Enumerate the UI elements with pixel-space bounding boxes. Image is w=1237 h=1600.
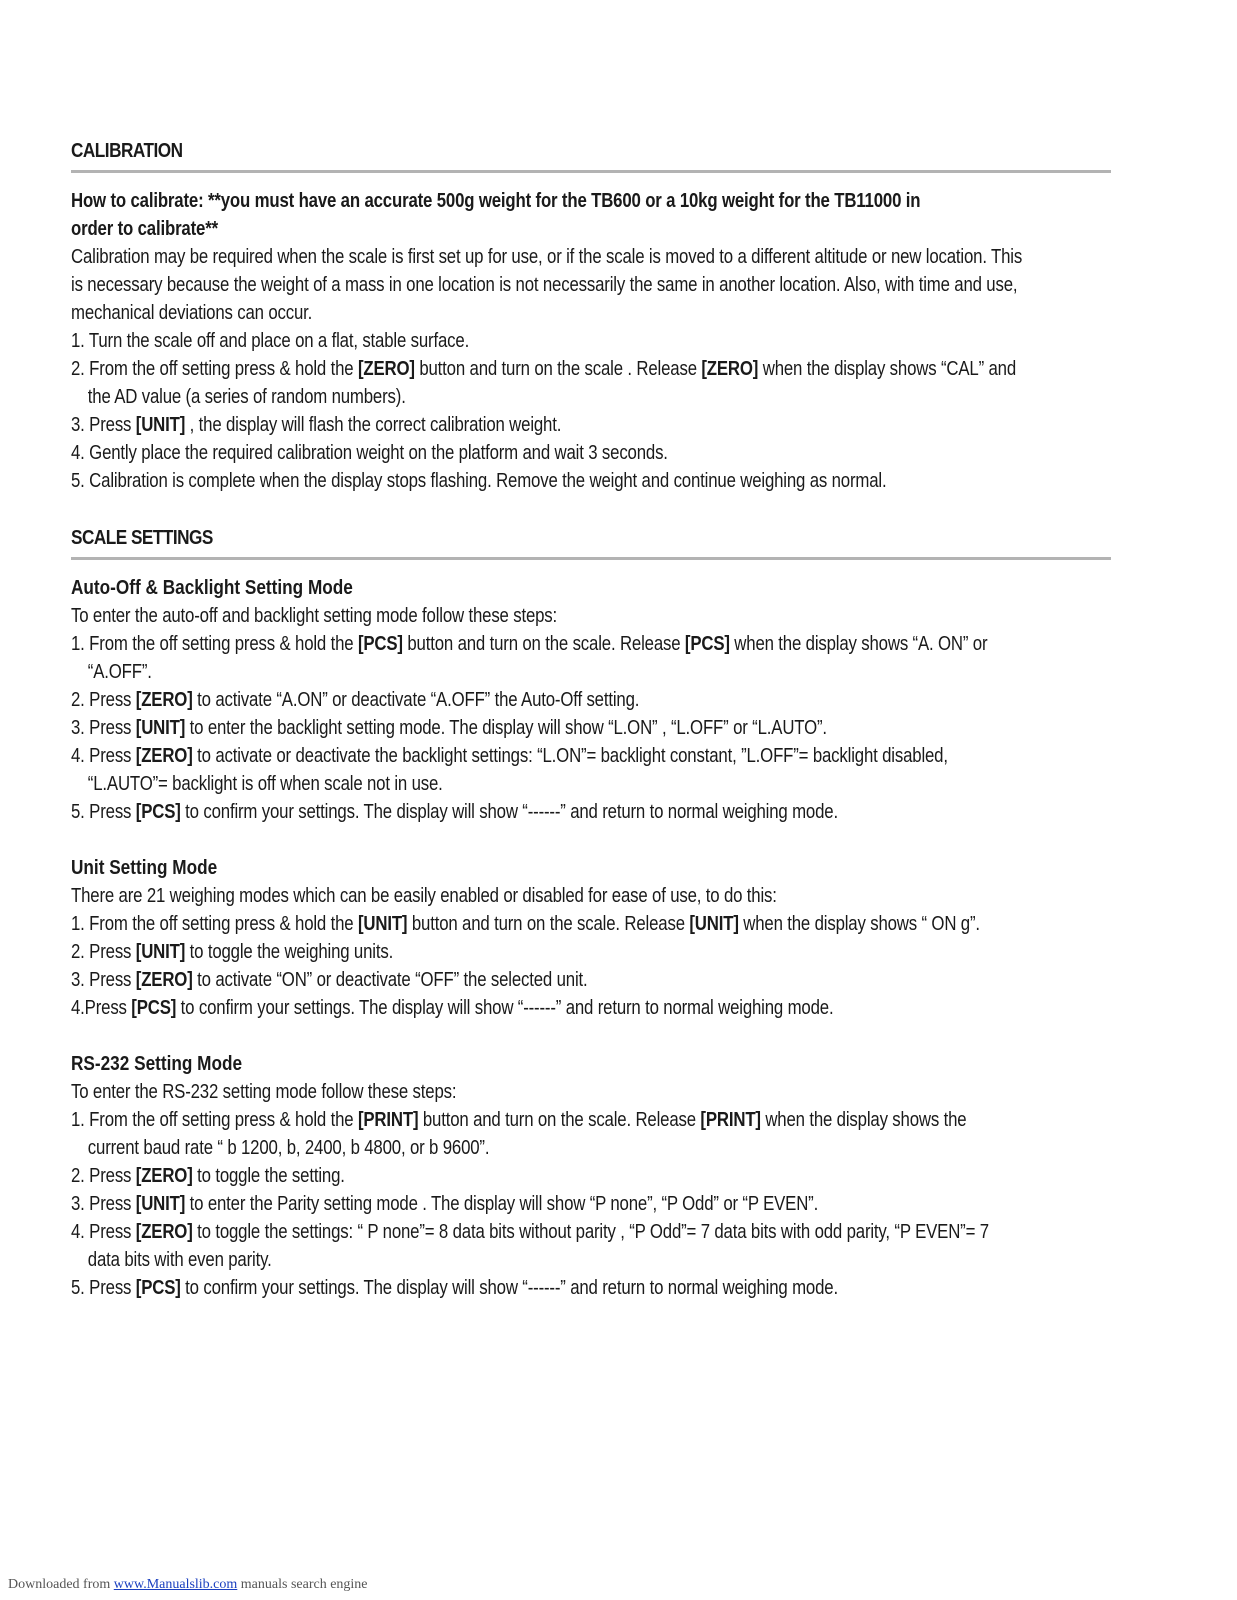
calibration-step: 1. Turn the scale off and place on a flat, stable surface. [71, 330, 470, 352]
button-label: [ZERO] [701, 358, 759, 380]
button-label: [ZERO] [135, 1165, 193, 1187]
unit-setting-step: 1. From the off setting press & hold the [UNIT] button and turn on the scale. Release [UNIT] when the display shows “ ON g”. [71, 913, 980, 935]
rs232-step: 2. Press [ZERO] to toggle the setting. [71, 1165, 345, 1187]
button-label: [PRINT] [700, 1109, 761, 1131]
button-label: [PCS] [357, 633, 403, 655]
calibration-paragraph: is necessary because the weight of a mass in one location is not necessarily the same in another location. Also, with time and use, [71, 274, 1018, 296]
download-footer [8, 1577, 368, 1593]
calibration-requirement: How to calibrate: **you must have an accurate 500g weight for the TB600 or a 10kg weight for the TB11000 in [71, 190, 921, 212]
button-label: [ZERO] [135, 689, 193, 711]
calibration-paragraph: Calibration may be required when the scale is first set up for use, or if the scale is moved to a different altitude or new location. This [71, 246, 1023, 268]
button-label: [ZERO] [135, 1221, 193, 1243]
button-label: [ZERO] [135, 969, 193, 991]
rs232-step: 1. From the off setting press & hold the [PRINT] button and turn on the scale. Release [PRINT] when the display shows the [71, 1109, 967, 1131]
calibration-step: 3. Press [UNIT] , the display will flash the correct calibration weight. [71, 414, 562, 436]
button-label: [PCS] [684, 633, 730, 655]
footer-prefix: Downloaded from [8, 1577, 114, 1592]
section-divider [71, 170, 1111, 173]
button-label: [UNIT] [135, 414, 186, 436]
button-label: [UNIT] [135, 1193, 186, 1215]
calibration-step: 4. Gently place the required calibration weight on the platform and wait 3 seconds. [71, 442, 668, 464]
calibration-requirement-cont: order to calibrate** [71, 218, 218, 240]
button-label: [PCS] [131, 997, 177, 1019]
scale-settings-title: SCALE SETTINGS [71, 527, 213, 549]
button-label: [UNIT] [357, 913, 408, 935]
button-label: [UNIT] [135, 941, 186, 963]
rs232-step: 3. Press [UNIT] to enter the Parity setting mode . The display will show “P none”, “P Odd” or “P EVEN”. [71, 1193, 819, 1215]
footer-suffix: manuals search engine [237, 1577, 368, 1592]
button-label: [UNIT] [689, 913, 739, 935]
rs232-intro: To enter the RS-232 setting mode follow these steps: [71, 1081, 457, 1103]
calibration-title: CALIBRATION [71, 140, 183, 162]
auto-off-intro: To enter the auto-off and backlight setting mode follow these steps: [71, 605, 558, 627]
button-label: [PRINT] [357, 1109, 419, 1131]
unit-setting-step: 3. Press [ZERO] to activate “ON” or deactivate “OFF” the selected unit. [71, 969, 588, 991]
button-label: [ZERO] [357, 358, 415, 380]
unit-setting-intro: There are 21 weighing modes which can be easily enabled or disabled for ease of use, to do this: [71, 885, 777, 907]
auto-off-step: 4. Press [ZERO] to activate or deactivate the backlight settings: “L.ON”= backlight constant, ”L.OFF”= backlight disabled, [71, 745, 948, 767]
calibration-step: 5. Calibration is complete when the display stops flashing. Remove the weight and continue weighing as normal. [71, 470, 887, 492]
rs232-heading: RS-232 Setting Mode [71, 1053, 243, 1075]
button-label: [UNIT] [135, 717, 186, 739]
manualslib-link[interactable]: www.Manualslib.com [113, 1577, 238, 1592]
auto-off-step: 5. Press [PCS] to confirm your settings. The display will show “------” and return to normal weighing mode. [71, 801, 838, 823]
unit-setting-heading: Unit Setting Mode [71, 857, 218, 879]
section-divider [71, 557, 1111, 560]
button-label: [PCS] [135, 801, 181, 823]
calibration-paragraph: mechanical deviations can occur. [71, 302, 313, 324]
calibration-step-cont: the AD value (a series of random numbers). [87, 386, 406, 408]
auto-off-step: 1. From the off setting press & hold the [PCS] button and turn on the scale. Release [PCS] when the display shows “A. ON” or [71, 633, 988, 655]
auto-off-step: 3. Press [UNIT] to enter the backlight setting mode. The display will show “L.ON” , “L.OFF” or “L.AUTO”. [71, 717, 827, 739]
auto-off-step-cont: “A.OFF”. [87, 661, 152, 683]
auto-off-step-cont: “L.AUTO”= backlight is off when scale not in use. [87, 773, 443, 795]
rs232-step: 4. Press [ZERO] to toggle the settings: “ P none”= 8 data bits without parity , “P Odd”= 7 data bits with odd parity, “P EVEN”= 7 [71, 1221, 989, 1243]
auto-off-heading: Auto-Off & Backlight Setting Mode [71, 577, 353, 599]
rs232-step: 5. Press [PCS] to confirm your settings. The display will show “------” and return to normal weighing mode. [71, 1277, 838, 1299]
calibration-step: 2. From the off setting press & hold the [ZERO] button and turn on the scale . Release [ZERO] when the display shows “CAL” and [71, 358, 1017, 380]
unit-setting-step: 2. Press [UNIT] to toggle the weighing units. [71, 941, 394, 963]
button-label: [ZERO] [135, 745, 193, 767]
button-label: [PCS] [135, 1277, 181, 1299]
rs232-step-cont: current baud rate “ b 1200, b, 2400, b 4800, or b 9600”. [87, 1137, 490, 1159]
auto-off-step: 2. Press [ZERO] to activate “A.ON” or deactivate “A.OFF” the Auto-Off setting. [71, 689, 640, 711]
rs232-step-cont: data bits with even parity. [87, 1249, 272, 1271]
unit-setting-step: 4.Press [PCS] to confirm your settings. The display will show “------” and return to normal weighing mode. [71, 997, 834, 1019]
manual-page [71, 136, 1111, 1302]
